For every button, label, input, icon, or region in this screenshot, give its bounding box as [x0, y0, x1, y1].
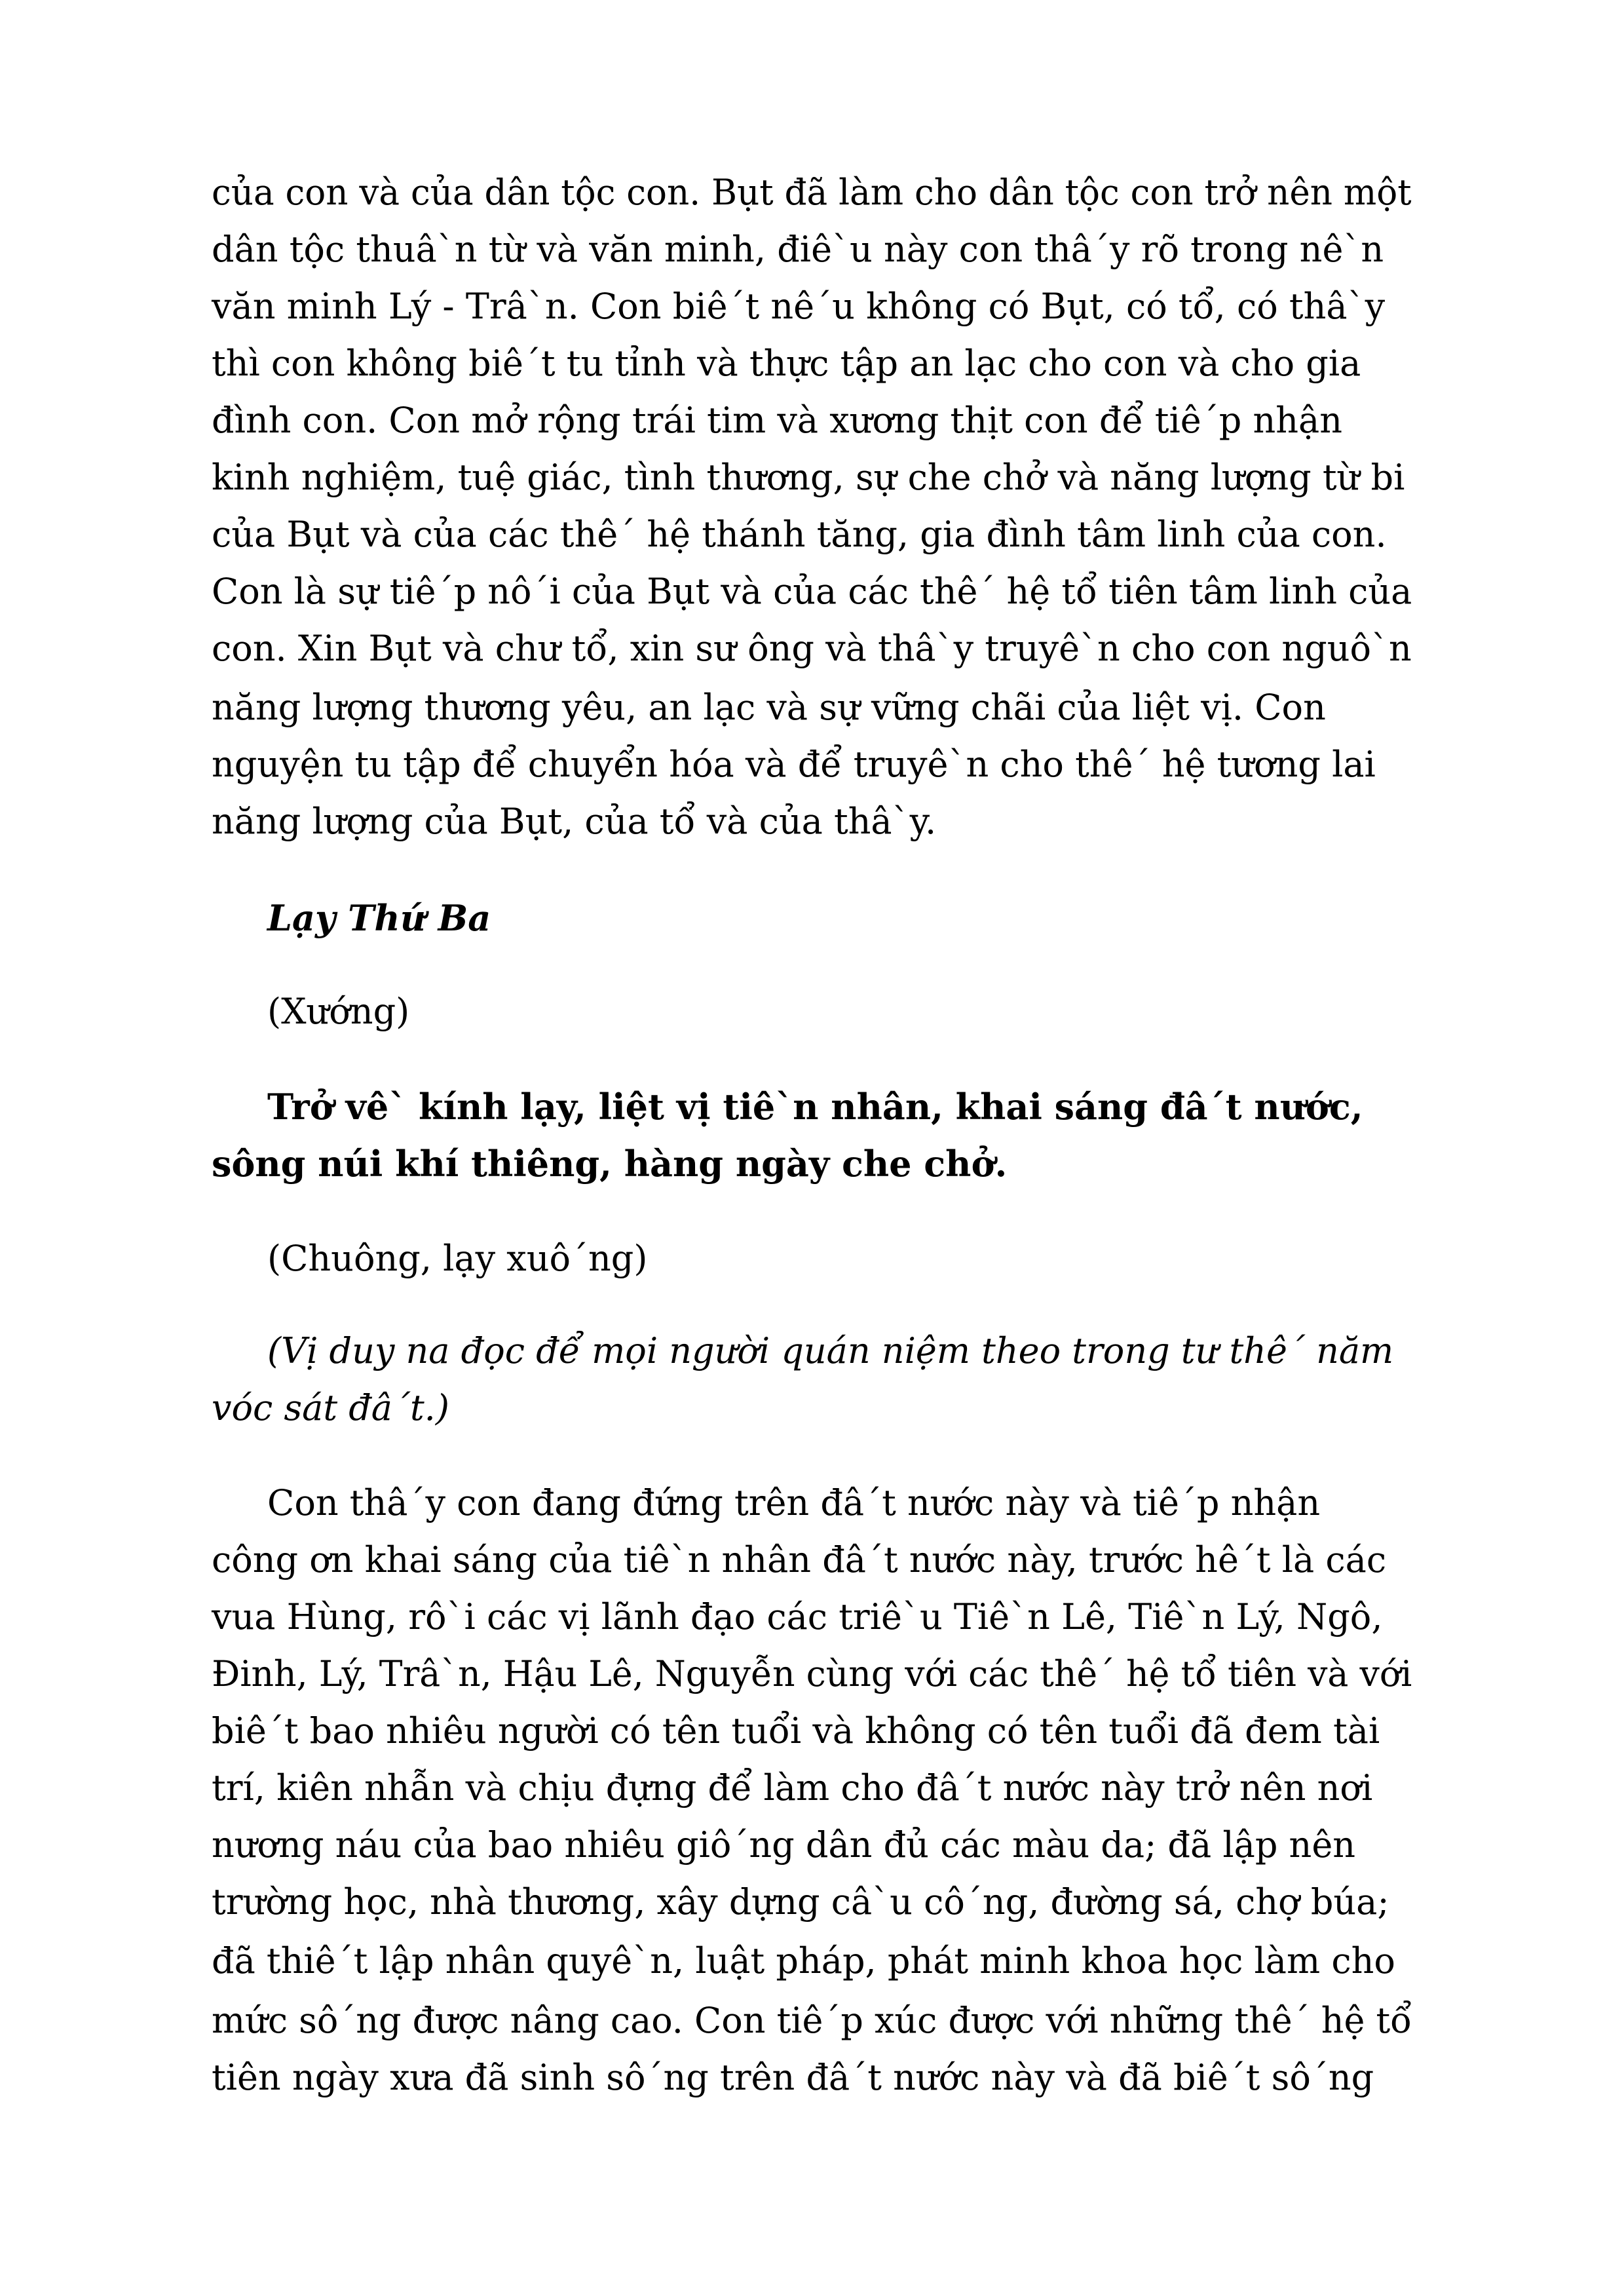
paragraph-line: Con là sự tiê´p nô´i của Bụt và của các thê´ hệ tổ tiên tâm linh của — [212, 571, 1412, 612]
paragraph-line: kinh nghiệm, tuệ giác, tình thương, sự che chở và năng lượng từ bi — [212, 457, 1405, 498]
chant-cue: (Xướng) — [267, 991, 410, 1032]
paragraph-line: năng lượng của Bụt, của tổ và của thâ`y. — [212, 801, 937, 842]
paragraph-line: đình con. Con mở rộng trái tim và xương thịt con để tiê´p nhận — [212, 400, 1342, 441]
verse-line: sông núi khí thiêng, hàng ngày che chở. — [212, 1143, 1008, 1185]
paragraph-line: văn minh Lý - Trâ`n. Con biê´t nê´u không có Bụt, có tổ, có thâ`y — [212, 286, 1386, 327]
paragraph-line: tiên ngày xưa đã sinh sô´ng trên đâ´t nước này và đã biê´t sô´ng — [212, 2057, 1374, 2098]
instruction-line: vóc sát đâ´t.) — [212, 1387, 449, 1428]
instruction-line: (Vị duy na đọc để mọi người quán niệm theo trong tư thê´ năm — [267, 1330, 1394, 1371]
paragraph-line: nương náu của bao nhiêu giô´ng dân đủ các màu da; đã lập nên — [212, 1824, 1356, 1866]
paragraph-line: của Bụt và của các thê´ hệ thánh tăng, gia đình tâm linh của con. — [212, 514, 1387, 555]
bell-cue: (Chuông, lạy xuô´ng) — [267, 1238, 648, 1279]
section-heading: Lạy Thứ Ba — [267, 897, 491, 939]
paragraph-line: thì con không biê´t tu tỉnh và thực tập an lạc cho con và cho gia — [212, 343, 1361, 384]
paragraph-line: trường học, nhà thương, xây dựng câ`u cô´ng, đường sá, chợ búa; — [212, 1881, 1389, 1923]
verse-line: Trở vê` kính lạy, liệt vị tiê`n nhân, khai sáng đâ´t nước, — [267, 1086, 1363, 1128]
paragraph-line: biê´t bao nhiêu người có tên tuổi và không có tên tuổi đã đem tài — [212, 1710, 1380, 1751]
paragraph-line: nguyện tu tập để chuyển hóa và để truyê`n cho thê´ hệ tương lai — [212, 744, 1376, 785]
paragraph-line: dân tộc thuâ`n từ và văn minh, điê`u này con thâ´y rõ trong nê`n — [212, 229, 1384, 270]
paragraph-line: đã thiê´t lập nhân quyê`n, luật pháp, phát minh khoa học làm cho — [212, 1940, 1395, 1981]
paragraph-line: trí, kiên nhẫn và chịu đựng để làm cho đâ´t nước này trở nên nơi — [212, 1767, 1373, 1808]
paragraph-line: của con và của dân tộc con. Bụt đã làm cho dân tộc con trở nên một — [212, 172, 1412, 213]
paragraph-line: con. Xin Bụt và chư tổ, xin sư ông và thâ`y truyê`n cho con nguô`n — [212, 628, 1412, 669]
paragraph-line: công ơn khai sáng của tiê`n nhân đâ´t nước này, trước hê´t là các — [212, 1539, 1387, 1580]
paragraph-line: vua Hùng, rô`i các vị lãnh đạo các triê`u Tiê`n Lê, Tiê`n Lý, Ngô, — [212, 1596, 1383, 1637]
paragraph-line: Con thâ´y con đang đứng trên đâ´t nước này và tiê´p nhận — [267, 1482, 1321, 1523]
paragraph-line: Đinh, Lý, Trâ`n, Hậu Lê, Nguyễn cùng với các thê´ hệ tổ tiên và với — [212, 1653, 1412, 1694]
paragraph-line: năng lượng thương yêu, an lạc và sự vững chãi của liệt vị. Con — [212, 687, 1326, 728]
paragraph-line: mức sô´ng được nâng cao. Con tiê´p xúc được với những thê´ hệ tổ — [212, 2000, 1412, 2041]
